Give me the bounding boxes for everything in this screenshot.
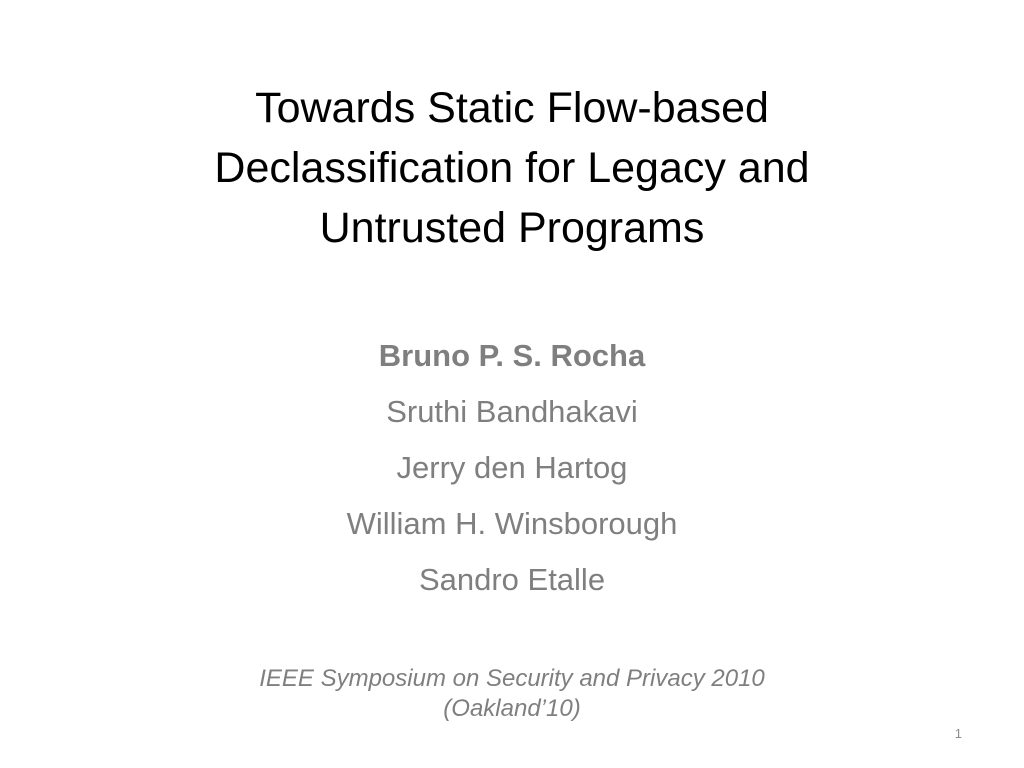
author-name: Sandro Etalle xyxy=(418,562,606,597)
slide-title xyxy=(80,78,944,258)
slide-title-line: Declassification for Legacy and xyxy=(214,144,810,192)
venue-line: (Oakland’10) xyxy=(443,695,581,722)
author-presenter: Bruno P. S. Rocha xyxy=(378,338,646,373)
venue-line: IEEE Symposium on Security and Privacy 2010 xyxy=(259,665,765,692)
slide-title-line: Towards Static Flow-based xyxy=(255,84,769,132)
page-number: 1 xyxy=(954,726,962,741)
author-list xyxy=(112,328,912,608)
venue xyxy=(112,664,912,724)
author-name: Jerry den Hartog xyxy=(396,450,628,485)
slide-title-line: Untrusted Programs xyxy=(319,204,705,252)
author-name: Sruthi Bandhakavi xyxy=(386,394,638,429)
author-name: William H. Winsborough xyxy=(346,506,678,541)
